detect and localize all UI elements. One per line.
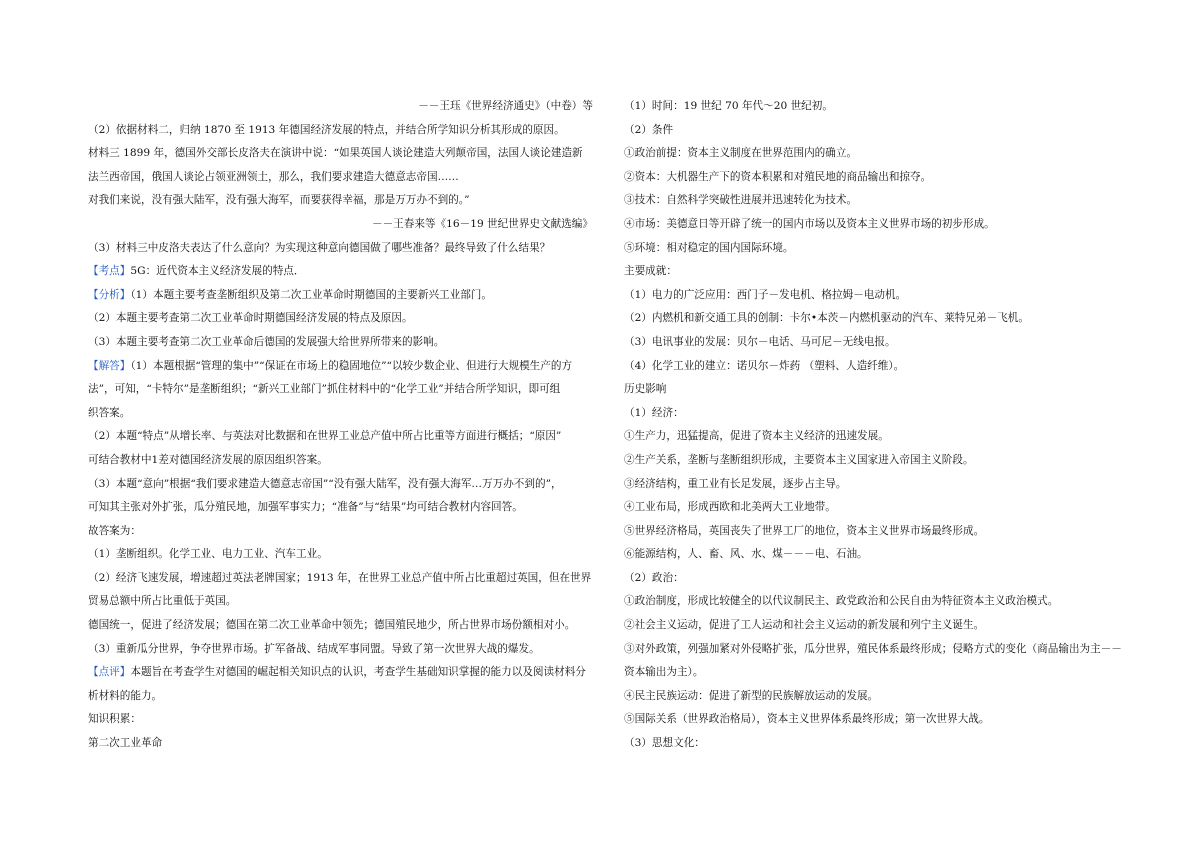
- line-text: ③经济结构，重工业有长足发展，逐步占主导。: [624, 477, 847, 490]
- left-text-line: [88, 142, 593, 166]
- line-text: （2）条件: [624, 123, 674, 136]
- line-text: （3）本题“意向”根据“我们要求建造大德意志帝国”“没有强大陆军，没有强大海军…万万办不到的”，: [88, 477, 562, 490]
- line-text: ③技术：自然科学突破性进展并迅速转化为技术。: [624, 194, 858, 207]
- left-text-line: [88, 708, 593, 732]
- line-text: 故答案为：: [88, 524, 141, 537]
- right-text-line: [624, 473, 1129, 497]
- line-text: ②生产关系，垄断与垄断组织形成，主要资本主义国家进入帝国主义阶段。: [624, 453, 974, 466]
- line-text: 第二次工业革命: [88, 737, 163, 750]
- left-text-line: [88, 237, 593, 261]
- left-column: [88, 95, 593, 756]
- line-text: （2）依据材料二，归纳 1870 至 1913 年德国经济发展的特点，并结合所学知识分析其形成的原因。: [88, 123, 565, 136]
- left-text-line: [88, 378, 593, 402]
- right-text-line: [624, 307, 1129, 331]
- line-text: 知识积累：: [88, 713, 141, 726]
- line-text: 贸易总额中所占比重低于英国。: [88, 595, 237, 608]
- right-text-line: [624, 378, 1129, 402]
- right-text-line: [624, 355, 1129, 379]
- line-text: 织答案。: [88, 406, 131, 419]
- line-text: （1）经济：: [624, 406, 684, 419]
- line-text: （1）本题根据“管理的集中”“保证在市场上的稳固地位”“以较少数企业、但进行大规模生产的方: [130, 359, 573, 372]
- line-text: ①政治制度，形成比较健全的以代议制民主、政党政治和公民自由为特征资本主义政治模式。: [624, 595, 1059, 608]
- line-text: （3）电讯事业的发展：贝尔－电话、马可尼－无线电报。: [624, 335, 896, 348]
- left-text-line: [88, 473, 593, 497]
- line-text: ⑤世界经济格局，英国丧失了世界工厂的地位，资本主义世界市场最终形成。: [624, 524, 985, 537]
- right-text-line: [624, 284, 1129, 308]
- line-text: （2）本题“特点”从增长率、与英法对比数据和在世界工业总产值中所占比重等方面进行概括；“原因”: [88, 430, 562, 443]
- left-text-line: [88, 590, 593, 614]
- left-text-line: [88, 638, 593, 662]
- right-text-line: [624, 614, 1129, 638]
- line-text: 德国统一，促进了经济发展；德国在第二次工业革命中领先；德国殖民地少，所占世界市场份额相对小。: [88, 619, 576, 632]
- left-text-line: [88, 119, 593, 143]
- line-text: 析材料的能力。: [88, 689, 163, 702]
- left-text-line: [88, 685, 593, 709]
- right-text-line: [624, 638, 1129, 662]
- left-text-line: [88, 213, 593, 237]
- left-text-line: [88, 189, 593, 213]
- left-text-line: [88, 520, 593, 544]
- line-text: （2）政治：: [624, 571, 684, 584]
- line-text: （3）重新瓜分世界，争夺世界市场。扩军备战、结成军事同盟。导致了第一次世界大战的爆发。: [88, 642, 540, 655]
- line-text: 资本输出为主）。: [624, 666, 704, 679]
- left-text-line: [88, 355, 593, 379]
- right-text-line: [624, 543, 1129, 567]
- line-text: 法兰西帝国，俄国人谈论占领亚洲领土，那么，我们要求建造大德意志帝国……: [88, 170, 459, 183]
- left-text-line: [88, 425, 593, 449]
- left-text-line: [88, 284, 593, 308]
- right-text-line: [624, 449, 1129, 473]
- line-text: ⑤环境：相对稳定的国内国际环境。: [624, 241, 794, 254]
- line-text: ④民主民族运动：促进了新型的民族解放运动的发展。: [624, 689, 879, 702]
- line-text: ⑤国际关系（世界政治格局），资本主义世界体系最终形成；第一次世界大战。: [624, 713, 990, 726]
- right-text-line: [624, 708, 1129, 732]
- right-text-line: [624, 237, 1129, 261]
- line-text: 本题旨在考查学生对德国的崛起相关知识点的认识，考查学生基础知识掌握的能力以及阅读材料分: [130, 666, 586, 679]
- left-text-line: [88, 260, 593, 284]
- line-text: ③对外政策，列强加紧对外侵略扩张，瓜分世界，殖民体系最终形成；侵略方式的变化（商品输出为主－－: [624, 642, 1122, 655]
- line-text: （4）化学工业的建立：诺贝尔－炸药 （塑料、人造纤维）。: [624, 359, 905, 372]
- right-text-line: [624, 189, 1129, 213]
- line-text: 对我们来说，没有强大陆军，没有强大海军，而要获得幸福，那是万万办不到的。”: [88, 194, 470, 207]
- right-text-line: [624, 590, 1129, 614]
- line-text: （1）时间：19 世纪 70 年代～20 世纪初。: [624, 100, 833, 112]
- right-text-line: [624, 567, 1129, 591]
- left-text-line: [88, 496, 593, 520]
- line-text: 可知其主张对外扩张，瓜分殖民地，加强军事实力；“准备”与“结果”均可结合教材内容回答。: [88, 501, 523, 514]
- line-text: ②社会主义运动，促进了工人运动和社会主义运动的新发展和列宁主义诞生。: [624, 619, 985, 632]
- left-text-line: [88, 166, 593, 190]
- line-text: 可结合教材中1差对德国经济发展的原因组织答案。: [88, 453, 328, 466]
- left-text-line: [88, 567, 593, 591]
- right-text-line: [624, 95, 1129, 119]
- left-text-line: [88, 449, 593, 473]
- right-text-line: [624, 166, 1129, 190]
- line-text: ④工业布局，形成西欧和北美两大工业地带。: [624, 501, 836, 514]
- line-text: 历史影响: [624, 383, 667, 396]
- line-text: ①政治前提：资本主义制度在世界范围内的确立。: [624, 147, 858, 160]
- right-text-line: [624, 520, 1129, 544]
- left-text-line: [88, 307, 593, 331]
- section-tag: 【考点】: [88, 265, 131, 278]
- left-text-line: [88, 661, 593, 685]
- right-text-line: [624, 732, 1129, 756]
- line-text: ②资本：大机器生产下的资本积累和对殖民地的商品输出和掠夺。: [624, 170, 932, 183]
- line-text: ①生产力，迅猛提高，促进了资本主义经济的迅速发展。: [624, 430, 889, 443]
- line-text: （1）垄断组织。化学工业、电力工业、汽车工业。: [88, 548, 328, 561]
- right-text-line: [624, 260, 1129, 284]
- line-text: ⑥能源结构，人、畜、风、水、煤－－－电、石油。: [624, 548, 868, 561]
- line-text: （2）本题主要考查第二次工业革命时期德国经济发展的特点及原因。: [88, 312, 413, 325]
- left-text-line: [88, 402, 593, 426]
- right-text-line: [624, 685, 1129, 709]
- line-text: （3）材料三中皮洛夫表达了什么意向？为实现这种意向德国做了哪些准备？最终导致了什么结果？: [88, 241, 551, 254]
- left-text-line: [88, 331, 593, 355]
- line-text: 法”，可知，“卡特尔”是垄断组织；“新兴工业部门”抓住材料中的“化学工业”并结合所学知识，即可组: [88, 383, 561, 396]
- left-text-line: [88, 95, 593, 119]
- line-text: （3）思想文化：: [624, 737, 705, 750]
- right-text-line: [624, 402, 1129, 426]
- left-text-line: [88, 543, 593, 567]
- right-text-line: [624, 142, 1129, 166]
- right-text-line: [624, 119, 1129, 143]
- line-text: －－王珏《世界经济通史》（中卷）等: [418, 100, 593, 112]
- left-text-line: [88, 614, 593, 638]
- right-text-line: [624, 661, 1129, 685]
- left-text-line: [88, 732, 593, 756]
- line-text: 5G：近代资本主义经济发展的特点．: [130, 265, 305, 278]
- line-text: （1）本题主要考查垄断组织及第二次工业革命时期德国的主要新兴工业部门。: [130, 288, 492, 301]
- line-text: 主要成就：: [624, 265, 677, 278]
- section-tag: 【解答】: [88, 359, 131, 372]
- line-text: （2）经济飞速发展，增速超过英法老牌国家；1913 年，在世界工业总产值中所占比重超过英国，但在世界: [88, 571, 592, 584]
- line-text: －－王春来等《16－19 世纪世界史文献选编》: [371, 217, 593, 230]
- line-text: （1）电力的广泛应用：西门子－发电机、格拉姆－电动机。: [624, 288, 907, 301]
- right-text-line: [624, 425, 1129, 449]
- right-text-line: [624, 331, 1129, 355]
- line-text: （3）本题主要考查第二次工业革命后德国的发展强大给世界所带来的影响。: [88, 335, 445, 348]
- right-text-line: [624, 213, 1129, 237]
- line-text: 材料三 1899 年，德国外交部长皮洛夫在演讲中说：“如果英国人谈论建造大列颠帝国，法国人谈论建造新: [88, 147, 583, 160]
- line-text: ④市场：美德意日等开辟了统一的国内市场以及资本主义世界市场的初步形成。: [624, 217, 995, 230]
- section-tag: 【点评】: [88, 666, 131, 679]
- right-column: [624, 95, 1129, 756]
- right-text-line: [624, 496, 1129, 520]
- section-tag: 【分析】: [88, 288, 131, 301]
- line-text: （2）内燃机和新交通工具的创制：卡尔•本茨－内燃机驱动的汽车、莱特兄弟－飞机。: [624, 312, 1029, 325]
